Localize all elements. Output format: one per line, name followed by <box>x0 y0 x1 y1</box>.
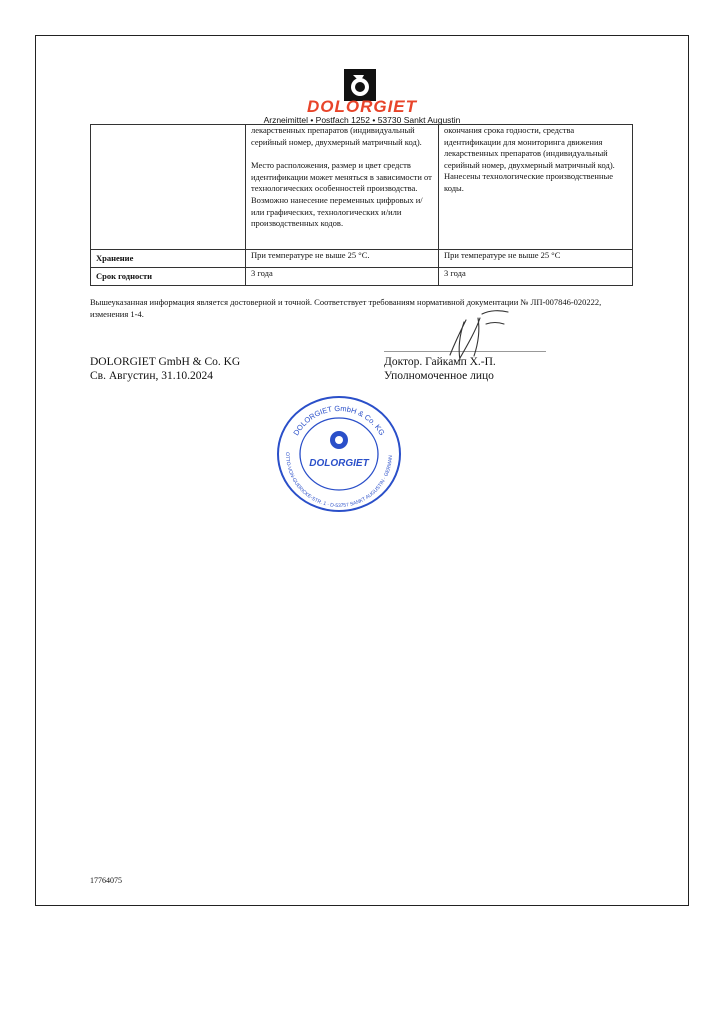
brand-name: DOLORGIET <box>306 97 418 116</box>
company-block <box>90 355 240 383</box>
row-label <box>91 125 246 250</box>
table-row <box>91 125 633 250</box>
table-cell-right <box>439 125 633 250</box>
place-date: Св. Августин, 31.10.2024 <box>90 370 213 382</box>
table-row-shelf-life <box>91 268 633 286</box>
company-stamp-icon <box>272 392 406 516</box>
cell-paragraph: Возможно нанесение переменных цифровых и/или графических, технологических и/или производственных кодов. <box>251 194 423 229</box>
table-cell-middle <box>246 125 439 250</box>
signer-block <box>384 355 496 383</box>
compliance-note: Вышеуказанная информация является достоверной и точной. Соответствует требованиям нормативной документации № ЛП-007846-020222, изменения 1-4. <box>90 297 602 319</box>
stamp-top-text: DOLORGIET GmbH & Co. KG <box>291 403 387 438</box>
signer-name: Доктор. Гайкамп Х.-П. <box>384 356 496 368</box>
signer-role: Уполномоченное лицо <box>384 370 494 382</box>
cell-paragraph: лекарственных препаратов (индивидуальный серийный номер, двухмерный матричный код). <box>251 125 422 147</box>
table-cell-right: При температуре не выше 25 °С <box>439 250 633 268</box>
table-cell-middle: 3 года <box>246 268 439 286</box>
table-cell-right: 3 года <box>439 268 633 286</box>
row-label: Срок годности <box>91 268 246 286</box>
company-address: Arzneimittel • Postfach 1252 • 53730 Sankt Augustin <box>263 115 461 125</box>
stamp-bottom-text: OTTO-VON-GUERICKE-STR. 1 · D-53757 SANKT AUGUSTIN · GERMAN <box>283 452 395 510</box>
cell-paragraph: окончания срока годности, средства идентификации для мониторинга движения лекарственных препаратов (индивидуальный серийный номер, двухмерный матричный код). Нанесены технологические производственные коды. <box>444 125 615 193</box>
cell-paragraph: Место расположения, размер и цвет средств идентификации может меняться в зависимости от технологических особенностей производства. <box>251 160 432 194</box>
stamp-center-text: DOLORGIET <box>309 458 369 469</box>
company-name: DOLORGIET GmbH & Co. KG <box>90 356 241 368</box>
document-number: 17764075 <box>90 876 122 885</box>
specification-table <box>90 124 633 286</box>
row-label: Хранение <box>91 250 246 268</box>
table-row-storage <box>91 250 633 268</box>
table-cell-middle: При температуре не выше 25 °С. <box>246 250 439 268</box>
